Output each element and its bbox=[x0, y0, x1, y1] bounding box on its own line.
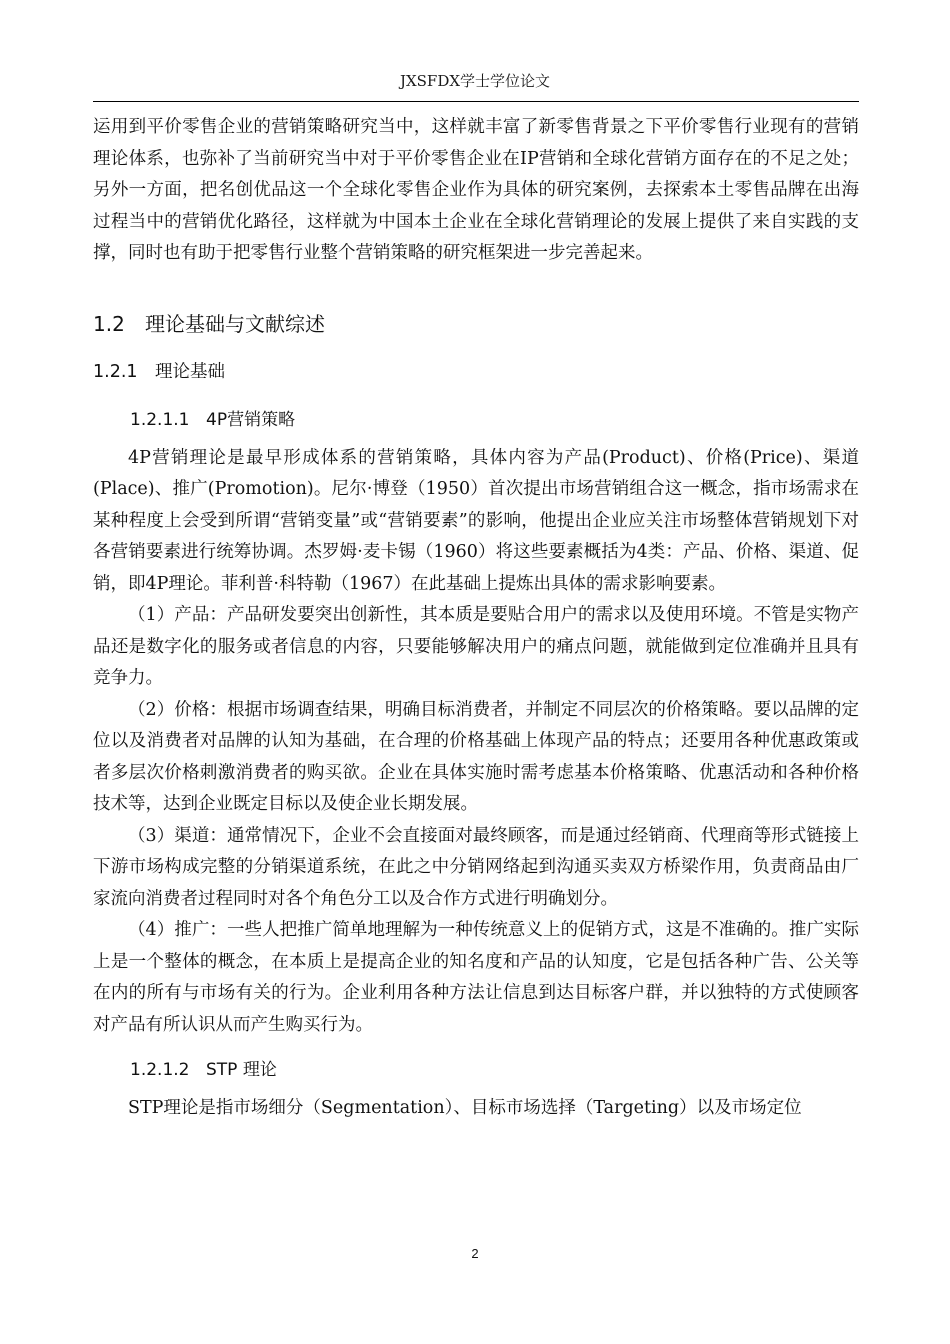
heading-number: 1.2.1 bbox=[93, 361, 138, 382]
page-body bbox=[93, 112, 859, 1125]
paragraph-place: （3）渠道：通常情况下，企业不会直接面对最终顾客，而是通过经销商、代理商等形式链接上下游市场构成完整的分销渠道系统，在此之中分销网络起到沟通买卖双方桥梁作用，负责商品由厂家流向消费者过程同时对各个角色分工以及合作方式进行明确划分。 bbox=[93, 825, 859, 909]
heading-text: 理论基础与文献综述 bbox=[145, 311, 325, 336]
heading-1-2-1-2 bbox=[130, 1055, 859, 1085]
heading-text: 理论基础 bbox=[155, 361, 225, 382]
paragraph-product: （1）产品：产品研发要突出创新性，其本质是要贴合用户的需求以及使用环境。不管是实物产品还是数字化的服务或者信息的内容，只要能够解决用户的痛点问题，就能做到定位准确并且具有竞争力。 bbox=[93, 605, 859, 688]
page-number: 2 bbox=[471, 1246, 479, 1261]
heading-1-2 bbox=[93, 309, 859, 339]
heading-1-2-1 bbox=[93, 357, 859, 387]
header-rule bbox=[93, 101, 859, 102]
heading-text: 4P营销策略 bbox=[206, 409, 296, 430]
heading-number: 1.2.1.2 bbox=[130, 1060, 190, 1080]
paragraph-4p-intro: 4P营销理论是最早形成体系的营销策略，具体内容为产品(Product)、价格(Price)、渠道(Place)、推广(Promotion)。尼尔·博登（1950）首次提出市场营销组合这一概念，指市场需求在某种程度上会受到所谓“营销变量”或“营销要素”的影响，他提出企业应关注市场整体营销规划下对各营销要素进行统筹协调。杰罗姆·麦卡锡（1960）将这些要素概括为4类：产品、价格、渠道、促销，即4P理论。菲利普·科特勒（1967）在此基础上提炼出具体的需求影响要素。 bbox=[93, 447, 859, 594]
paragraph-stp-intro: STP理论是指市场细分（Segmentation）、目标市场选择（Targeting）以及市场定位 bbox=[128, 1098, 802, 1118]
paragraph-price: （2）价格：根据市场调查结果，明确目标消费者，并制定不同层次的价格策略。要以品牌的定位以及消费者对品牌的认知为基础，在合理的价格基础上体现产品的特点；还要用各种优惠政策或者多层次价格刺激消费者的购买欲。企业在具体实施时需考虑基本价格策略、优惠活动和各种价格技术等，达到企业既定目标以及使企业长期发展。 bbox=[93, 699, 859, 814]
paragraph-continuation: 运用到平价零售企业的营销策略研究当中，这样就丰富了新零售背景之下平价零售行业现有的营销理论体系，也弥补了当前研究当中对于平价零售企业在IP营销和全球化营销方面存在的不足之处；另外一方面，把名创优品这一个全球化零售企业作为具体的研究案例，去探索本土零售品牌在出海过程当中的营销优化路径，这样就为中国本土企业在全球化营销理论的发展上提供了来自实践的支撑，同时也有助于把零售行业整个营销策略的研究框架进一步完善起来。 bbox=[93, 117, 859, 263]
heading-1-2-1-1 bbox=[130, 405, 859, 435]
heading-number: 1.2.1.1 bbox=[130, 409, 190, 430]
paragraph-promotion: （4）推广：一些人把推广简单地理解为一种传统意义上的促销方式，这是不准确的。推广实际上是一个整体的概念，在本质上是提高企业的知名度和产品的认知度，它是包括各种广告、公关等在内的所有与市场有关的行为。企业利用各种方法让信息到达目标客户群，并以独特的方式使顾客对产品有所认识从而产生购买行为。 bbox=[93, 920, 859, 1035]
heading-number: 1.2 bbox=[93, 311, 125, 336]
running-header: JXSFDX学士学位论文 bbox=[399, 72, 551, 90]
heading-text: STP 理论 bbox=[206, 1060, 277, 1080]
